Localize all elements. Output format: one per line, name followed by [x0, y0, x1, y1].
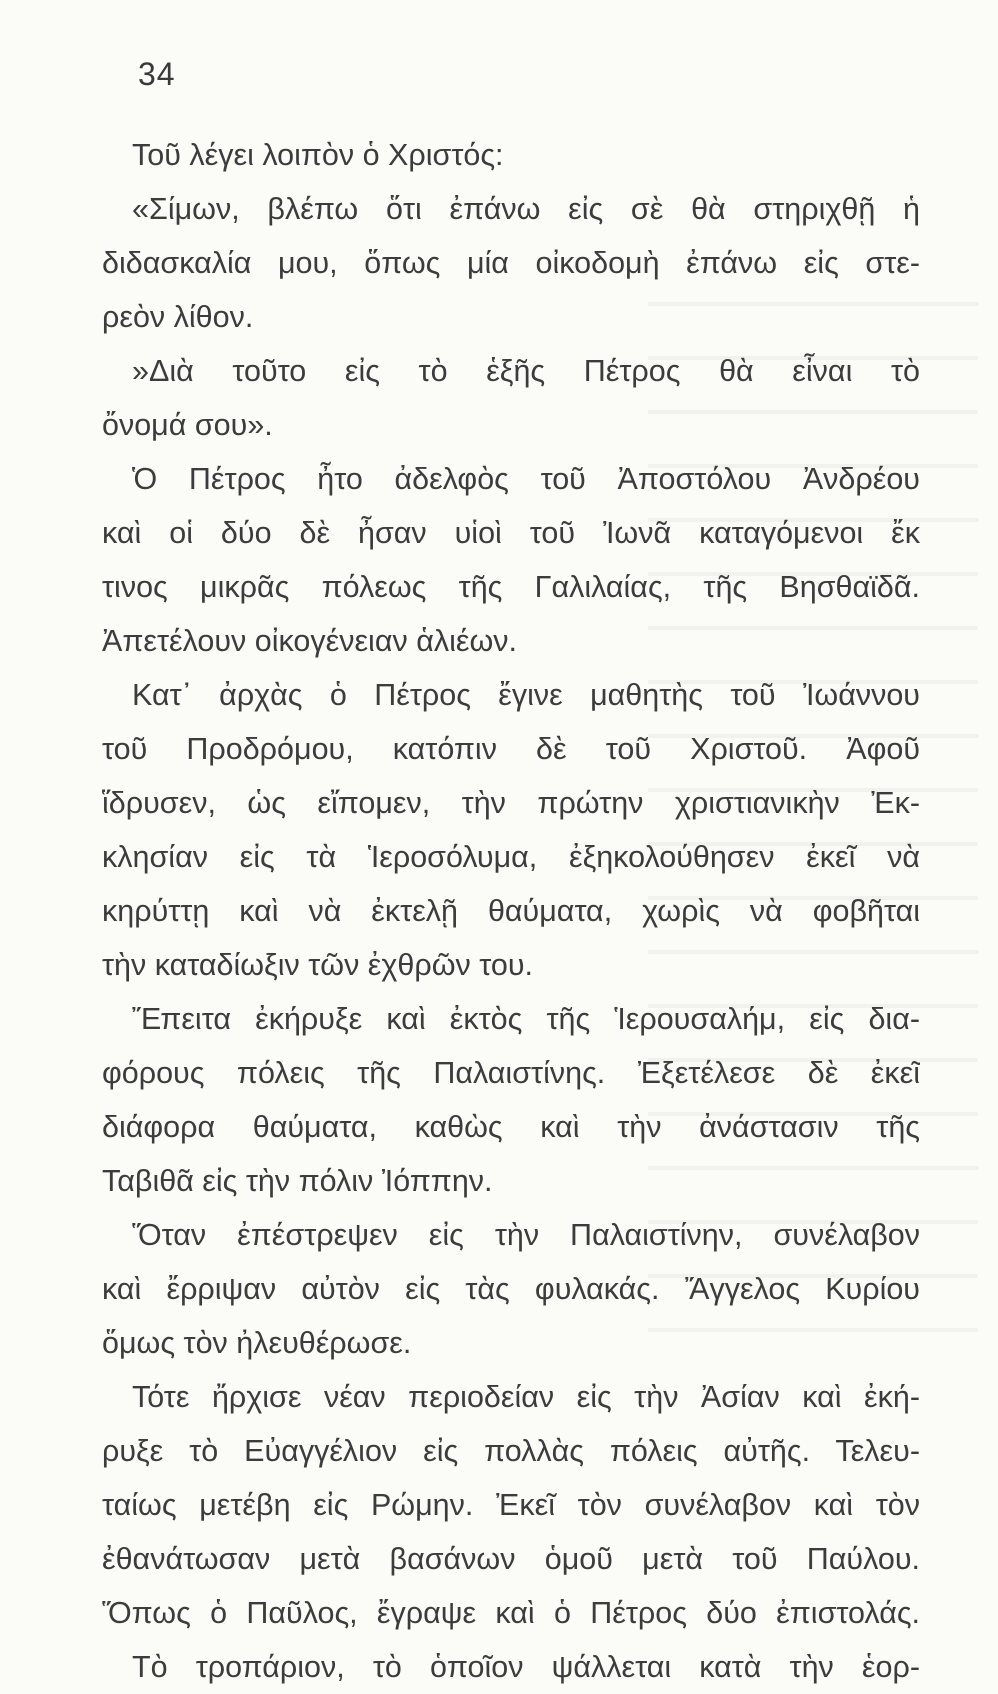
text-line: ἵδρυσεν, ὡς εἴπομεν, τὴν πρώτην χριστιανικὴν Ἐκ-	[102, 786, 920, 820]
text-line: τινος μικρᾶς πόλεως τῆς Γαλιλαίας, τῆς Βησθαϊδᾶ.	[102, 570, 920, 604]
text-line: ὅμως τὸν ἠλευθέρωσε.	[102, 1326, 412, 1360]
text-line: κηρύττῃ καὶ νὰ ἐκτελῇ θαύματα, χωρὶς νὰ φοβῆται	[102, 894, 920, 928]
text-line: Ὅπως ὁ Παῦλος, ἔγραψε καὶ ὁ Πέτρος δύο ἐπιστολάς.	[102, 1596, 920, 1630]
text-line: ὄνομά σου».	[102, 408, 273, 442]
text-line: κλησίαν εἰς τὰ Ἱεροσόλυμα, ἐξηκολούθησεν ἐκεῖ νὰ	[102, 840, 920, 874]
body-text	[102, 128, 920, 1694]
page-number: 34	[138, 56, 176, 92]
text-line: διδασκαλία μου, ὅπως μία οἰκοδομὴ ἐπάνω εἰς στε-	[102, 246, 920, 280]
text-line: Κατ᾿ ἀρχὰς ὁ Πέτρος ἔγινε μαθητὴς τοῦ Ἰωάννου	[132, 678, 920, 712]
text-line: ταίως μετέβη εἰς Ρώμην. Ἐκεῖ τὸν συνέλαβον καὶ τὸν	[102, 1488, 920, 1522]
text-line: ἐθανάτωσαν μετὰ βασάνων ὁμοῦ μετὰ τοῦ Παύλου.	[102, 1542, 920, 1576]
text-line: καὶ ἔρριψαν αὐτὸν εἰς τὰς φυλακάς. Ἄγγελος Κυρίου	[102, 1272, 920, 1306]
text-line: »Διὰ τοῦτο εἰς τὸ ἑξῆς Πέτρος θὰ εἶναι τὸ	[132, 354, 920, 388]
text-line: καὶ οἱ δύο δὲ ἦσαν υἱοὶ τοῦ Ἰωνᾶ καταγόμενοι ἔκ	[102, 516, 920, 550]
text-line: Ταβιθᾶ εἰς τὴν πόλιν Ἰόππην.	[102, 1164, 493, 1198]
text-line: Ἀπετέλουν οἰκογένειαν ἁλιέων.	[102, 624, 517, 658]
text-line: «Σίμων, βλέπω ὅτι ἐπάνω εἰς σὲ θὰ στηριχθῇ ἡ	[132, 192, 920, 226]
text-line: ρυξε τὸ Εὐαγγέλιον εἰς πολλὰς πόλεις αὐτῆς. Τελευ-	[102, 1434, 920, 1468]
text-line: Τότε ἤρχισε νέαν περιοδείαν εἰς τὴν Ἀσίαν καὶ ἐκή-	[132, 1380, 920, 1414]
text-line: Ἔπειτα ἐκήρυξε καὶ ἐκτὸς τῆς Ἱερουσαλήμ, εἰς δια-	[132, 1002, 920, 1036]
text-line: ρεὸν λίθον.	[102, 300, 254, 334]
text-line: Τοῦ λέγει λοιπὸν ὁ Χριστός:	[132, 138, 504, 172]
text-line: Ὅταν ἐπέστρεψεν εἰς τὴν Παλαιστίνην, συνέλαβον	[132, 1218, 920, 1252]
text-line: φόρους πόλεις τῆς Παλαιστίνης. Ἐξετέλεσε δὲ ἐκεῖ	[102, 1056, 920, 1090]
text-line: διάφορα θαύματα, καθὼς καὶ τὴν ἀνάστασιν τῆς	[102, 1110, 920, 1144]
text-line: Τὸ τροπάριον, τὸ ὁποῖον ψάλλεται κατὰ τὴν ἑορ-	[132, 1650, 920, 1684]
text-line: Ὁ Πέτρος ἦτο ἀδελφὸς τοῦ Ἀποστόλου Ἀνδρέου	[132, 462, 920, 496]
text-line: τοῦ Προδρόμου, κατόπιν δὲ τοῦ Χριστοῦ. Ἀφοῦ	[102, 732, 920, 766]
text-line: τὴν καταδίωξιν τῶν ἐχθρῶν του.	[102, 948, 533, 982]
